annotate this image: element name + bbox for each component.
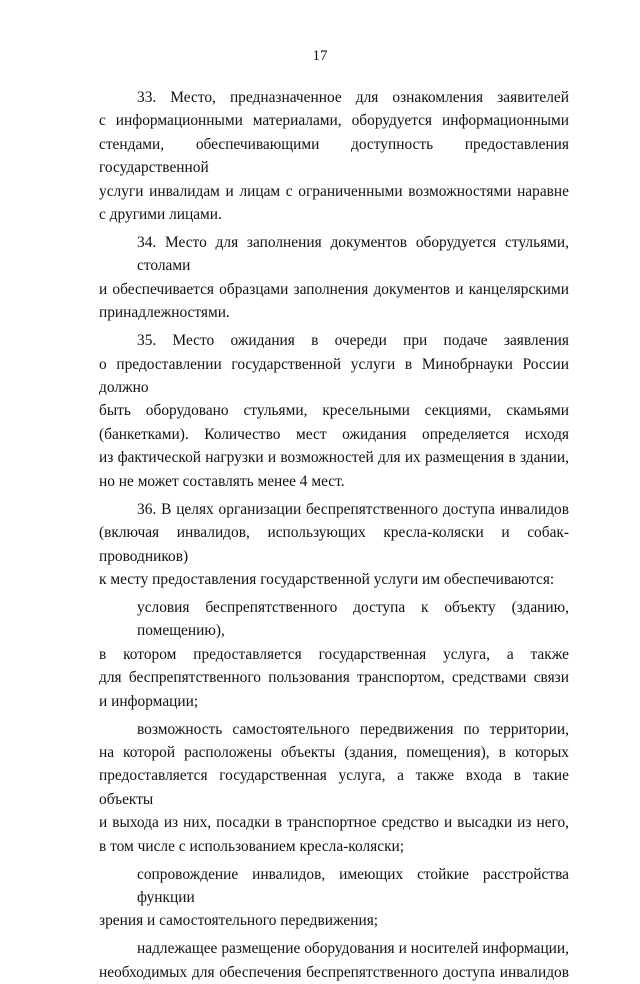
text-line: надлежащее размещение оборудования и носителей информации,: [137, 940, 569, 958]
text-line: необходимых для обеспечения беспрепятственного доступа инвалидов: [99, 963, 569, 981]
text-line: сопровождение инвалидов, имеющих стойкие расстройства функции: [137, 865, 569, 906]
text-line: и выхода из них, посадки в транспортное средство и высадки из него,: [99, 814, 569, 832]
text-line: 36. В целях организации беспрепятственного доступа инвалидов: [137, 500, 569, 518]
text-line: о предоставлении государственной услуги в Минобрнауки России должно: [99, 355, 569, 397]
text-line: к месту предоставления государственной услуги им обеспечиваются:: [99, 570, 555, 588]
text-line: услуги инвалидам и лицам с ограниченными возможностями наравне: [99, 182, 569, 200]
paragraph: [99, 329, 569, 493]
text-line: из фактической нагрузки и возможностей для их размещения в здании,: [99, 449, 569, 467]
text-line: 35. Место ожидания в очереди при подаче заявления: [137, 332, 569, 350]
paragraph: [99, 718, 569, 858]
text-line: 34. Место для заполнения документов оборудуется стульями, столами: [137, 234, 569, 275]
text-line: возможность самостоятельного передвижения по территории,: [137, 720, 569, 738]
text-line: условия беспрепятственного доступа к объекту (зданию, помещению),: [137, 598, 569, 640]
paragraph: [99, 231, 569, 325]
paragraph: [99, 498, 569, 592]
paragraph: [99, 86, 569, 226]
text-line: зрения и самостоятельного передвижения;: [99, 912, 379, 930]
text-line: в том числе с использованием кресла-коляски;: [99, 837, 405, 855]
text-line: но не может составлять менее 4 мест.: [99, 472, 345, 490]
paragraph: [99, 596, 569, 713]
text-line: (банкетками). Количество мест ожидания определяется исходя: [99, 425, 569, 443]
text-line: и информации;: [99, 692, 199, 710]
text-line: с информационными материалами, оборудуется информационными: [99, 112, 569, 130]
text-line: в котором предоставляется государственная услуга, а также: [99, 645, 569, 663]
text-line: (включая инвалидов, использующих кресла-коляски и собак-проводников): [99, 524, 569, 565]
text-line: и обеспечивается образцами заполнения документов и канцелярскими: [99, 280, 569, 298]
text-line: быть оборудовано стульями, кресельными секциями, скамьями: [99, 402, 569, 420]
page-number: 17: [312, 48, 328, 64]
document-body: [99, 86, 569, 984]
paragraph: [99, 937, 569, 984]
text-line: с другими лицами.: [99, 206, 222, 224]
text-line: для беспрепятственного пользования транспортом, средствами связи: [99, 669, 569, 687]
text-line: стендами, обеспечивающими доступность предоставления государственной: [99, 135, 569, 177]
paragraph: [99, 863, 569, 933]
text-line: 33. Место, предназначенное для ознакомления заявителей: [137, 89, 569, 106]
text-line: на которой расположены объекты (здания, помещения), в которых: [99, 743, 569, 761]
text-line: принадлежностями.: [99, 304, 230, 322]
text-line: предоставляется государственная услуга, а также входа в такие объекты: [99, 767, 569, 808]
